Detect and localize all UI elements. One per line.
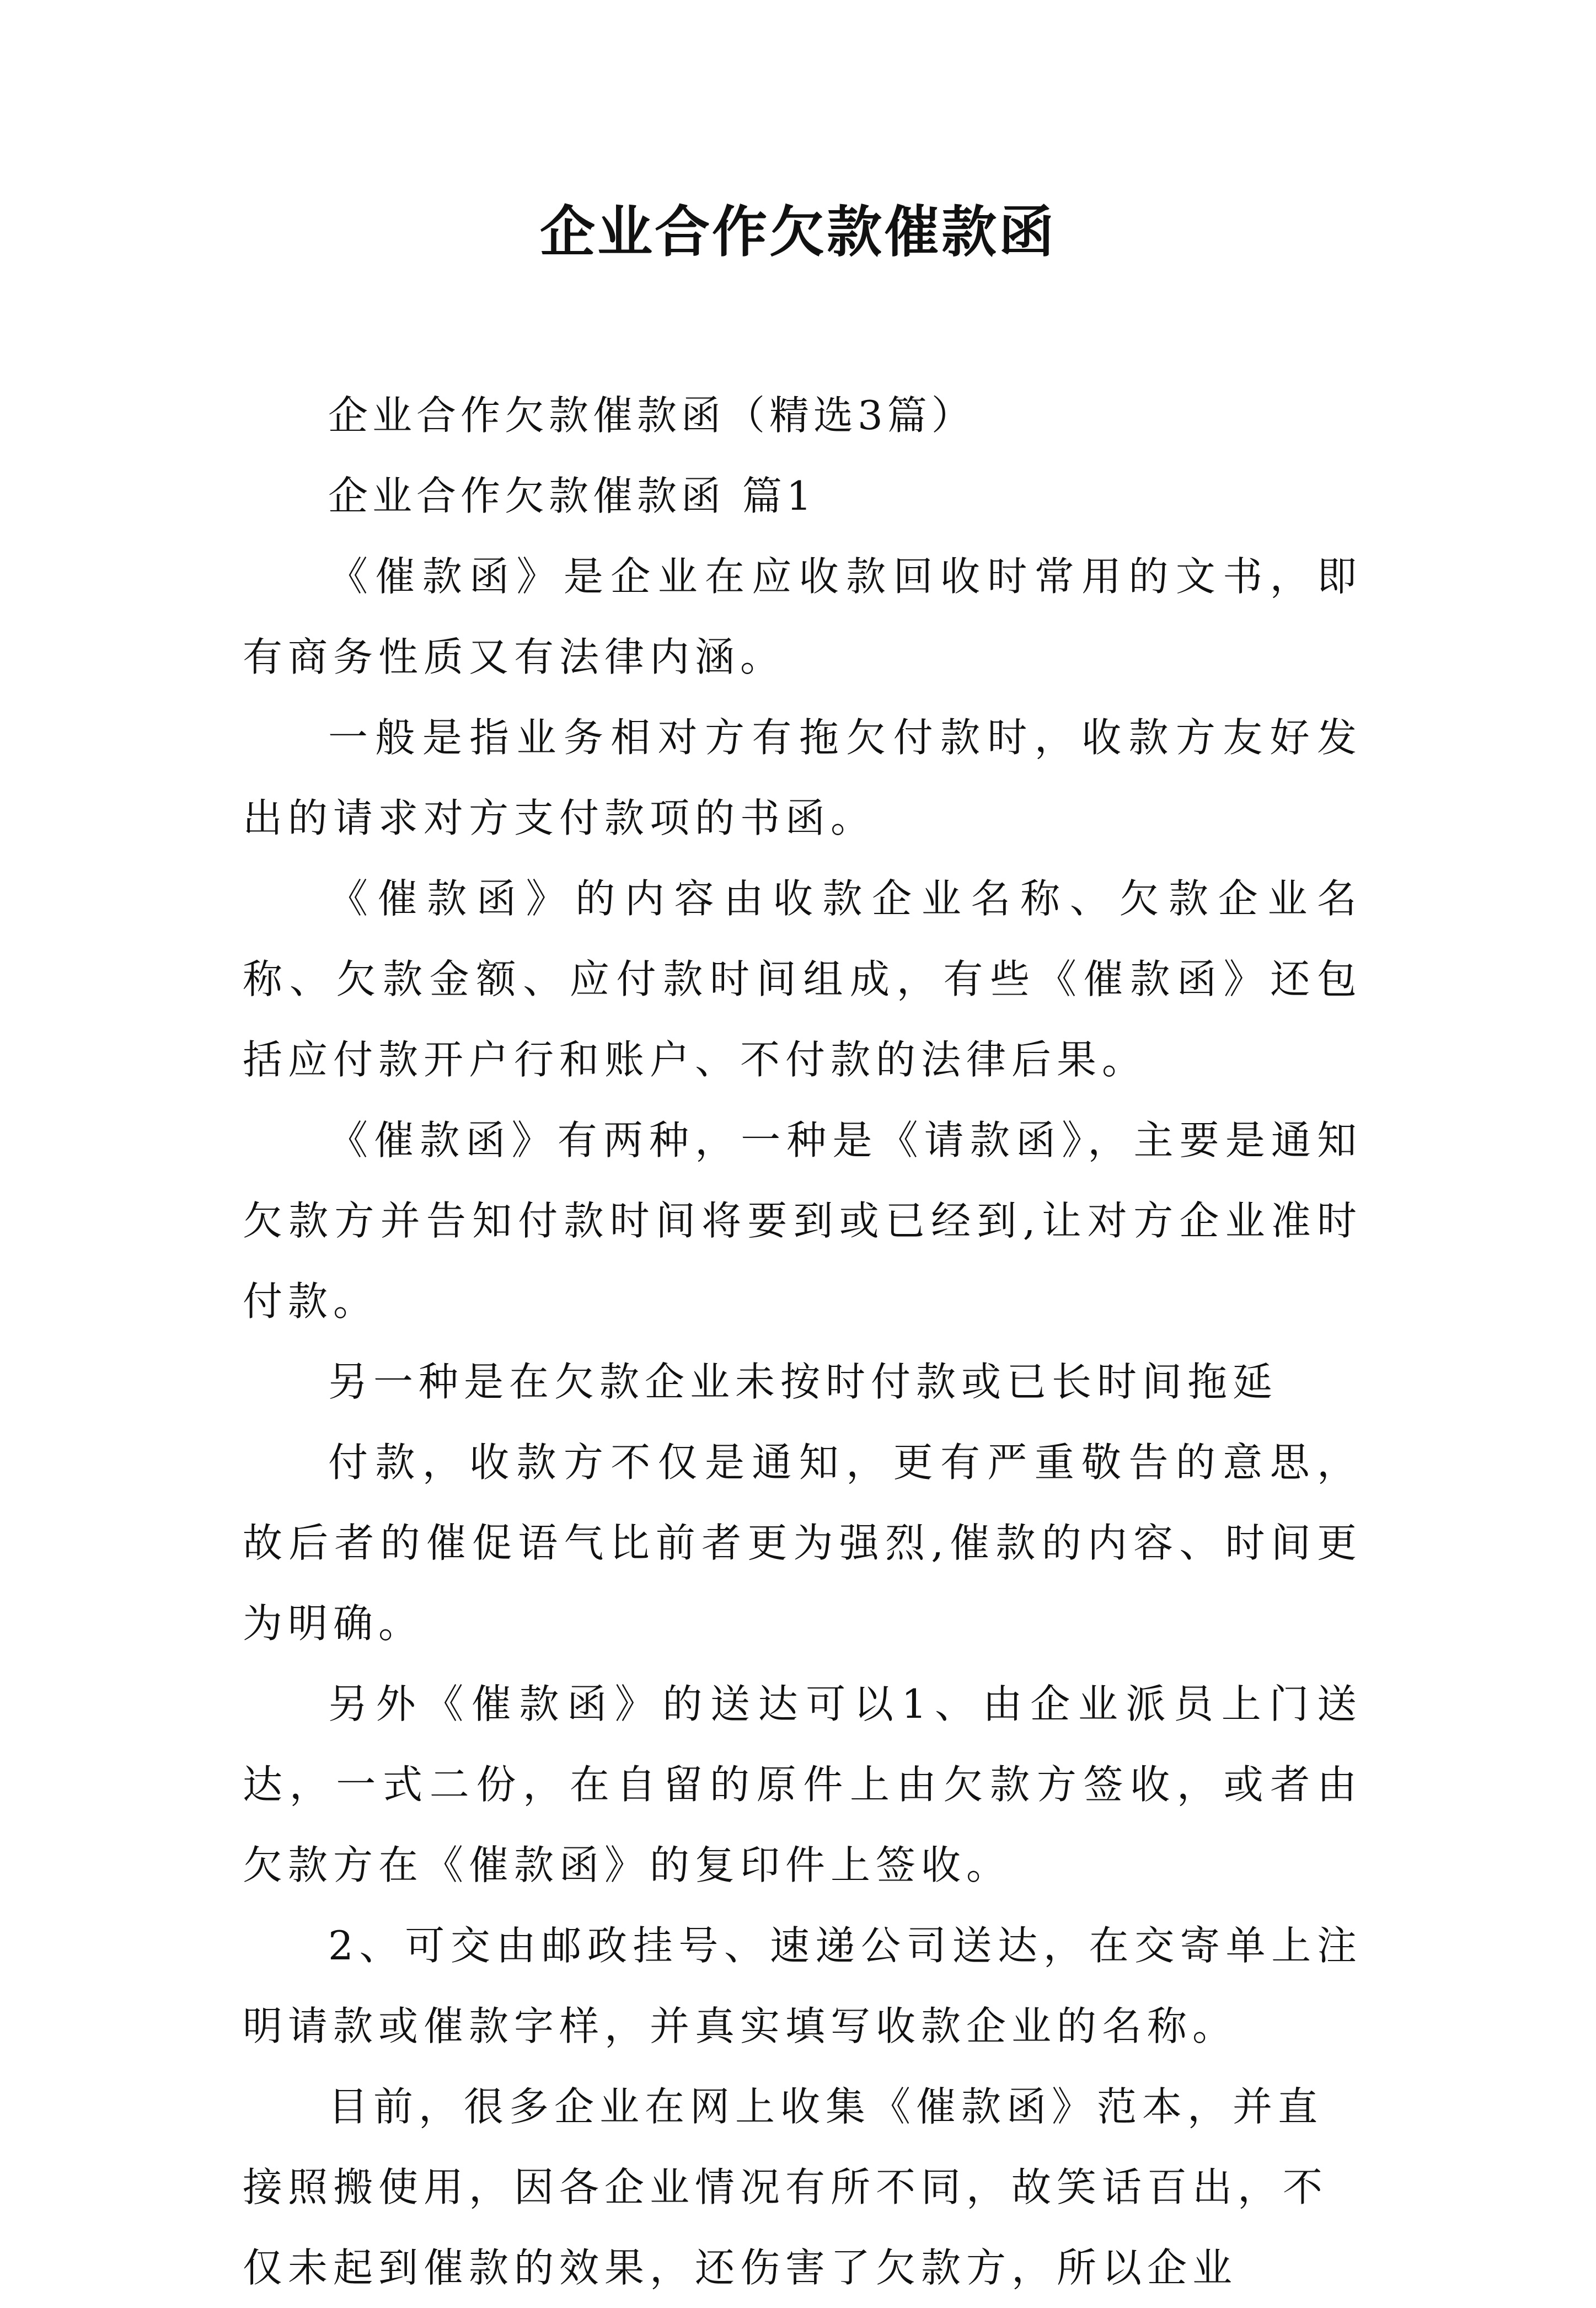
section-heading: 企业合作欠款催款函 篇1: [328, 473, 816, 519]
body-paragraph: 另外《催款函》的送达可以1、由企业派员上门送达，一式二份，在自留的原件上由欠款方签收，或者由欠款方在《催款函》的复印件上签收。: [243, 1681, 1362, 1888]
document-title: 企业合作欠款催款函: [540, 199, 1056, 264]
body-paragraph: 2、可交由邮政挂号、速递公司送达，在交寄单上注明请款或催款字样，并真实填写收款企业的名称。: [243, 1922, 1362, 2049]
subtitle-paragraph: 企业合作欠款催款函（精选3篇）: [328, 392, 976, 439]
body-paragraph: 付款，收款方不仅是通知，更有严重敬告的意思，故后者的催促语气比前者更为强烈,催款的内容、时间更为明确。: [243, 1439, 1362, 1647]
body-paragraph: 《催款函》是企业在应收款回收时常用的文书，即有商务性质又有法律内涵。: [243, 553, 1362, 680]
body-paragraph: 《催款函》有两种，一种是《请款函》，主要是通知欠款方并告知付款时间将要到或已经到,让对方企业准时付款。: [243, 1117, 1362, 1324]
body-paragraph: 目前，很多企业在网上收集《催款函》范本，并直接照搬使用，因各企业情况有所不同，故笑话百出，不仅未起到催款的效果，还伤害了欠款方，所以企业: [243, 2083, 1329, 2291]
document-body: [243, 375, 1362, 2308]
body-paragraph: 一般是指业务相对方有拖欠付款时，收款方友好发出的请求对方支付款项的书函。: [243, 714, 1362, 841]
body-paragraph: 《催款函》的内容由收款企业名称、欠款企业名称、欠款金额、应付款时间组成，有些《催款函》还包括应付款开户行和账户、不付款的法律后果。: [243, 875, 1362, 1083]
body-paragraph: 另一种是在欠款企业未按时付款或已长时间拖延: [328, 1359, 1278, 1405]
